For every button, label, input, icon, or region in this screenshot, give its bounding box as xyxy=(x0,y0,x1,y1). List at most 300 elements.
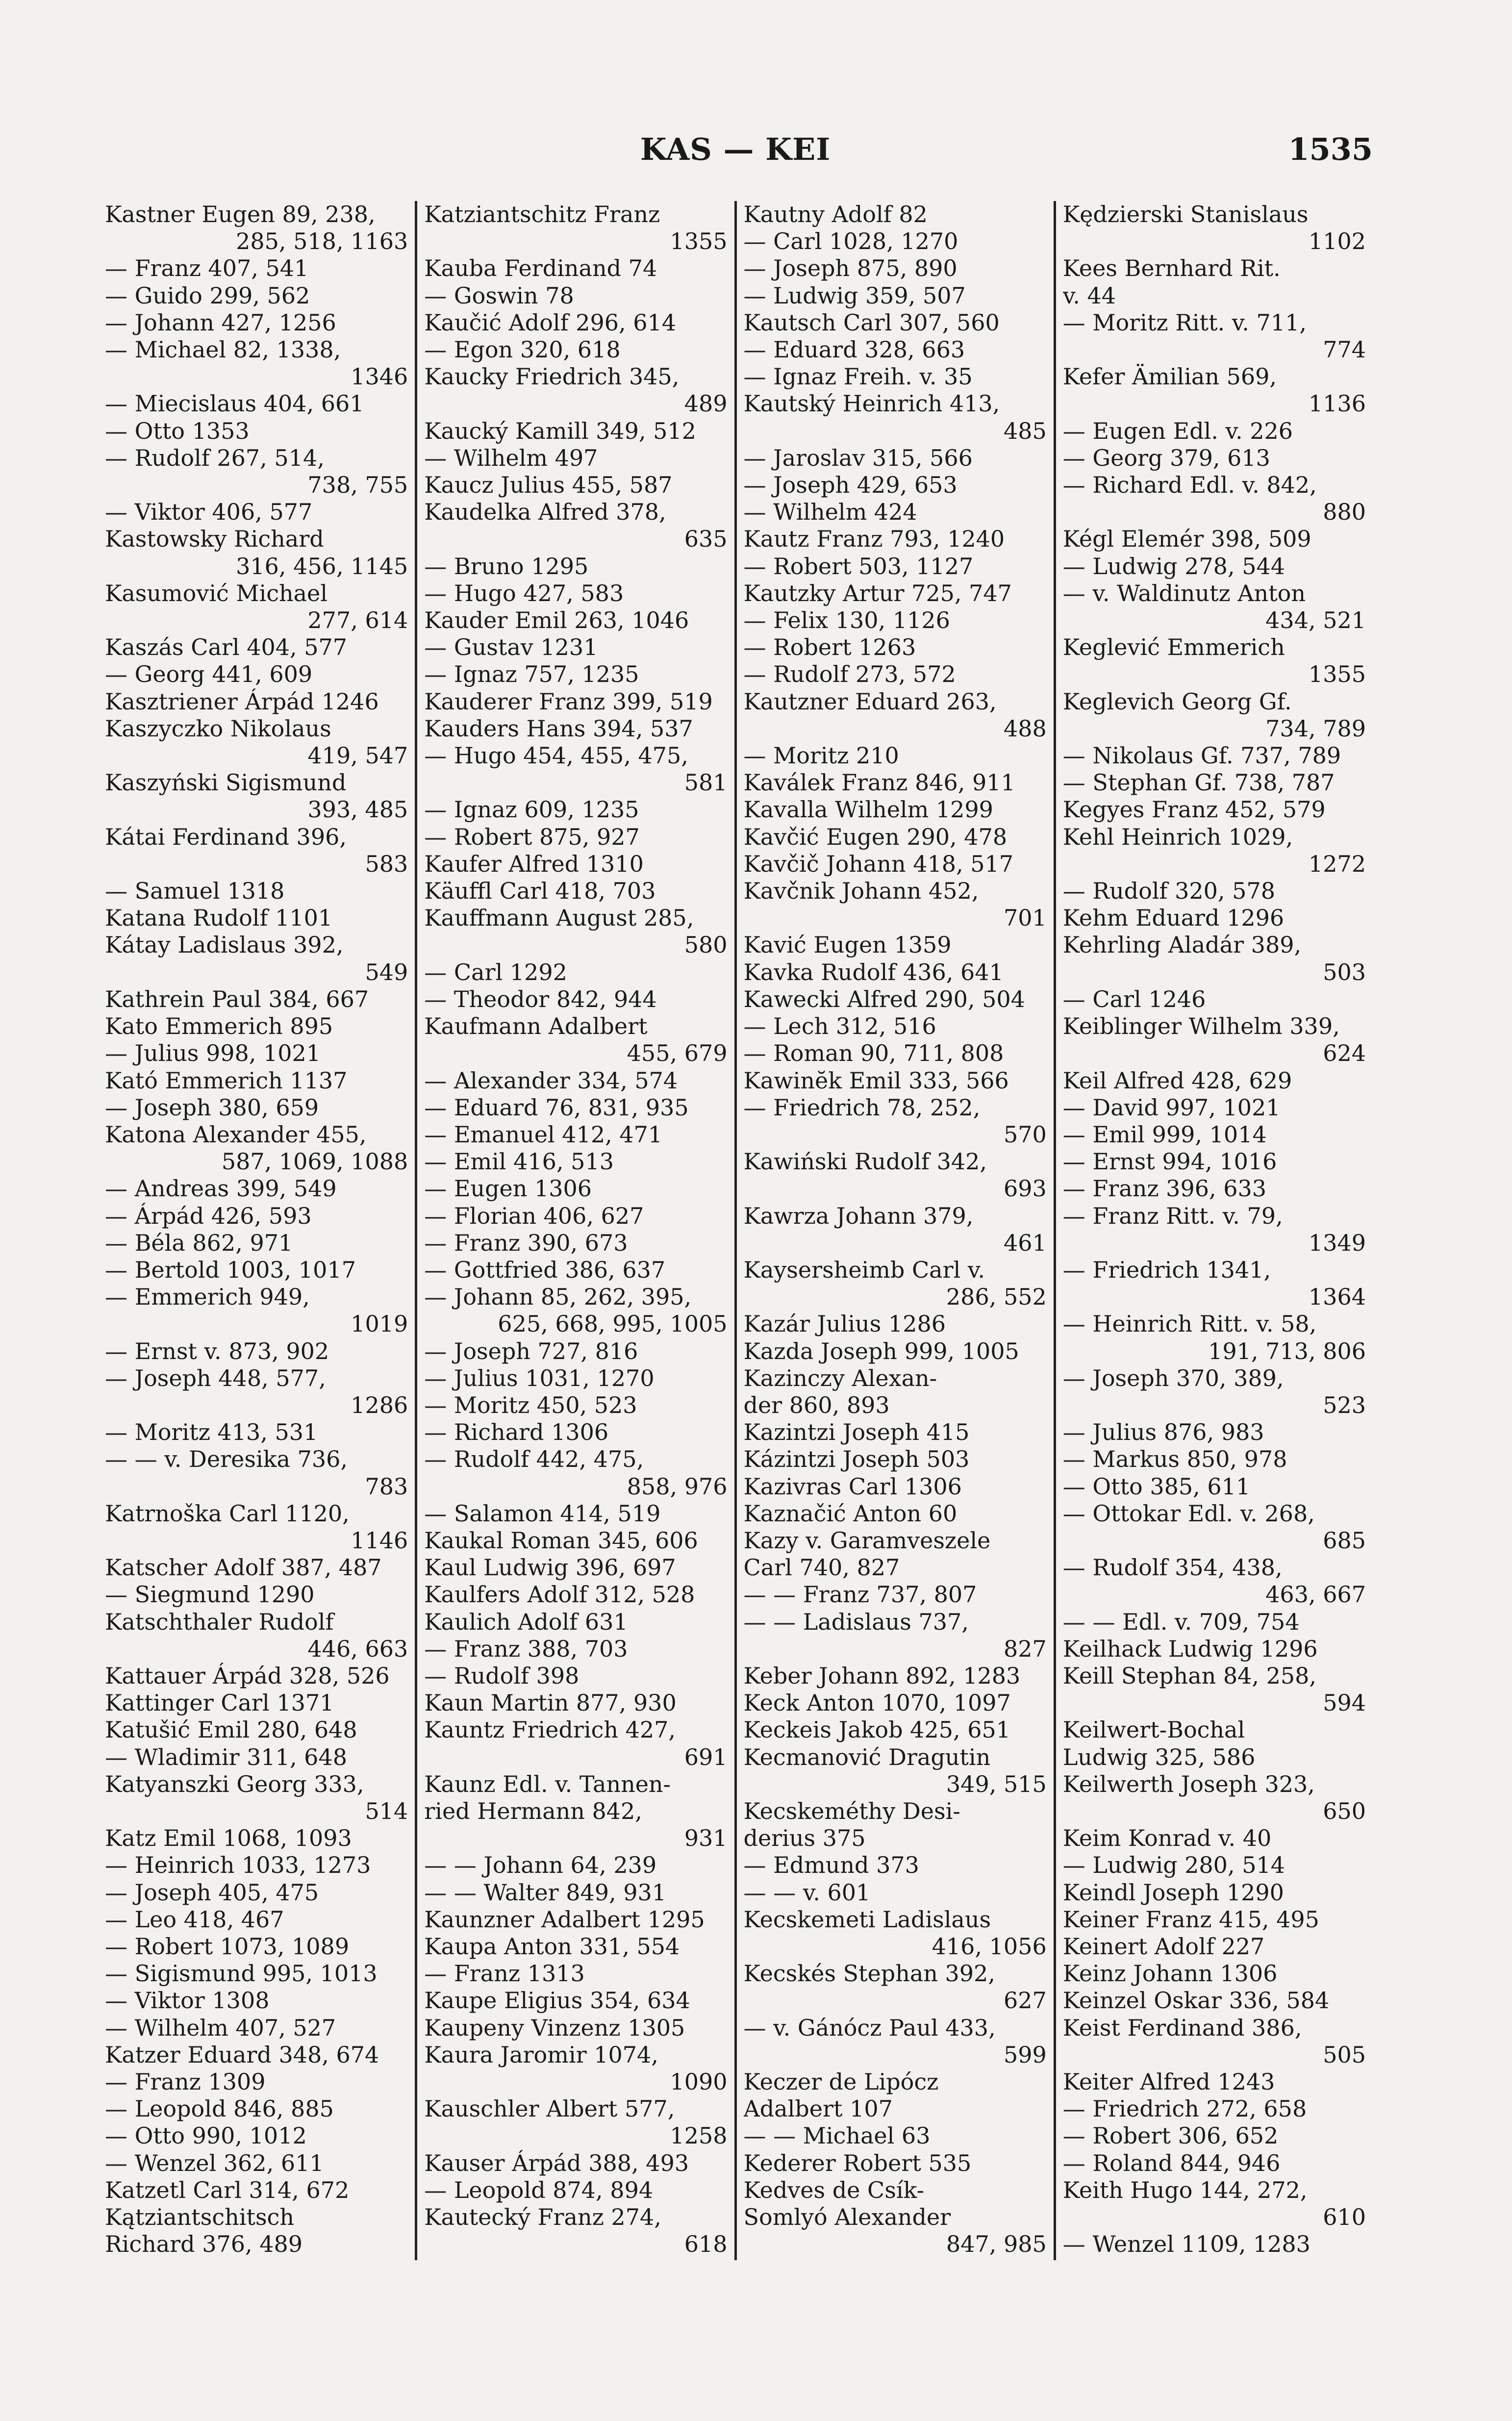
index-entry: Kattinger Carl 1371 xyxy=(105,1690,334,1716)
index-entry-continuation: 931 xyxy=(684,1825,728,1852)
index-entry-continuation: 1258 xyxy=(670,2122,728,2149)
index-entry-continuation: 419, 547 xyxy=(307,742,408,769)
index-entry: Katzetl Carl 314, 672 xyxy=(105,2176,350,2203)
index-entry: Kavalla Wilhelm 1299 xyxy=(743,796,993,823)
index-entry-continuation: 1355 xyxy=(1308,661,1366,688)
index-entry: — Julius 876, 983 xyxy=(1062,1419,1264,1446)
index-entry: Kaucz Julius 455, 587 xyxy=(424,472,673,499)
index-entry: — Guido 299, 562 xyxy=(105,282,310,309)
index-entry: — Franz 1309 xyxy=(105,2068,266,2095)
index-entry: — Ludwig 280, 514 xyxy=(1062,1852,1285,1879)
index-entry: — Egon 320, 618 xyxy=(424,336,621,363)
index-entry-continuation: 624 xyxy=(1323,1040,1366,1067)
index-entry: Kató Emmerich 1137 xyxy=(105,1067,348,1094)
index-entry: — — v. 601 xyxy=(743,1879,871,1906)
index-entry-continuation: 618 xyxy=(684,2231,728,2258)
index-entry: Kautzner Eduard 263, xyxy=(743,688,997,715)
index-entry: Kaufer Alfred 1310 xyxy=(424,850,644,877)
index-entry: — Johann 427, 1256 xyxy=(105,309,336,336)
index-entry: Kátay Ladislaus 392, xyxy=(105,932,344,958)
index-entry: — Bertold 1003, 1017 xyxy=(105,1256,356,1283)
index-entry: — Franz Ritt. v. 79, xyxy=(1062,1202,1283,1229)
index-entry: — Rudolf 267, 514, xyxy=(105,444,325,471)
index-entry-continuation: 316, 456, 1145 xyxy=(236,553,408,580)
index-entry: — Wilhelm 424 xyxy=(743,499,917,526)
index-entry: Kautecký Franz 274, xyxy=(424,2204,661,2231)
index-entry: Kecmanović Dragutin xyxy=(743,1743,991,1770)
index-entry: Kaszás Carl 404, 577 xyxy=(105,634,348,661)
index-entry: Kaufmann Adalbert xyxy=(424,1013,648,1040)
index-entry: — Edmund 373 xyxy=(743,1852,919,1879)
index-entry: Ludwig 325, 586 xyxy=(1062,1743,1256,1770)
index-entry: Keinert Adolf 227 xyxy=(1062,1933,1265,1960)
index-entry: Keiter Alfred 1243 xyxy=(1062,2068,1275,2095)
index-column-1 xyxy=(98,201,415,2260)
index-entry: Kázintzi Joseph 503 xyxy=(743,1446,970,1473)
index-entry: Kazda Joseph 999, 1005 xyxy=(743,1337,1019,1364)
index-entry-continuation: 1136 xyxy=(1308,390,1366,417)
index-entry: Kaulfers Adolf 312, 528 xyxy=(424,1581,695,1608)
index-entry: derius 375 xyxy=(743,1825,866,1852)
index-entry: Keist Ferdinand 386, xyxy=(1062,2014,1302,2041)
index-entry: — Robert 1263 xyxy=(743,634,916,661)
index-entry: — Ludwig 278, 544 xyxy=(1062,553,1285,580)
index-entry: Kazy v. Garamveszele xyxy=(743,1527,991,1554)
index-entry: Katana Rudolf 1101 xyxy=(105,905,333,932)
index-entry: — Joseph 429, 653 xyxy=(743,472,958,499)
index-entry: Kauba Ferdinand 74 xyxy=(424,255,657,282)
index-entry: — — Ladislaus 737, xyxy=(743,1608,969,1635)
index-entry: — — Walter 849, 931 xyxy=(424,1879,667,1906)
index-entry-continuation: 549 xyxy=(365,958,408,985)
index-entry: — Alexander 334, 574 xyxy=(424,1067,678,1094)
index-entry: Kautský Heinrich 413, xyxy=(743,390,1000,417)
index-entry: Kaysersheimb Carl v. xyxy=(743,1256,985,1283)
index-entry: Kaun Martin 877, 930 xyxy=(424,1690,677,1716)
index-entry: Kautny Adolf 82 xyxy=(743,201,928,227)
index-entry-continuation: 514 xyxy=(365,1797,408,1824)
index-entry: — Eduard 76, 831, 935 xyxy=(424,1094,689,1121)
index-entry: v. 44 xyxy=(1062,282,1116,309)
index-entry: — Moritz 450, 523 xyxy=(424,1391,637,1418)
index-entry-continuation: 685 xyxy=(1323,1527,1366,1554)
index-entry: — Michael 82, 1338, xyxy=(105,336,341,363)
index-entry: Kaunz Edl. v. Tannen- xyxy=(424,1770,671,1797)
index-entry: Kasztriener Árpád 1246 xyxy=(105,688,379,715)
index-entry: Keber Johann 892, 1283 xyxy=(743,1662,1021,1689)
index-entry: — Robert 306, 652 xyxy=(1062,2122,1279,2149)
index-entry-continuation: 1019 xyxy=(351,1311,408,1337)
index-entry: Kaucký Kamill 349, 512 xyxy=(424,417,696,444)
index-entry: — Wenzel 1109, 1283 xyxy=(1062,2231,1310,2258)
index-entry: Kautsch Carl 307, 560 xyxy=(743,309,1000,336)
index-entry: — Ignaz 609, 1235 xyxy=(424,796,639,823)
index-entry: — Samuel 1318 xyxy=(105,878,285,905)
index-entry-continuation: 701 xyxy=(1003,905,1047,932)
index-entry: — Robert 503, 1127 xyxy=(743,553,974,580)
index-entry: Katzer Eduard 348, 674 xyxy=(105,2041,379,2068)
index-entry: Keglević Emmerich xyxy=(1062,634,1285,661)
index-entry: Kauschler Albert 577, xyxy=(424,2095,675,2122)
index-entry: Kaura Jaromir 1074, xyxy=(424,2041,658,2068)
index-entry-continuation: 783 xyxy=(365,1473,408,1500)
index-entry: — Joseph 370, 389, xyxy=(1062,1364,1284,1391)
index-entry: — Joseph 727, 816 xyxy=(424,1337,638,1364)
index-entry: — Sigismund 995, 1013 xyxy=(105,1960,378,1987)
index-entry: — Joseph 875, 890 xyxy=(743,255,958,282)
index-entry: — Wilhelm 407, 527 xyxy=(105,2014,336,2041)
index-entry-continuation: 610 xyxy=(1323,2204,1366,2231)
index-entry: Kaznačić Anton 60 xyxy=(743,1500,958,1527)
index-entry: Kauder Emil 263, 1046 xyxy=(424,607,689,634)
index-entry: Kavić Eugen 1359 xyxy=(743,932,952,958)
index-entry-continuation: 1102 xyxy=(1308,228,1366,255)
index-entry: — Ernst 994, 1016 xyxy=(1062,1148,1277,1175)
index-entry: Somlyó Alexander xyxy=(743,2204,951,2231)
index-entry-continuation: 416, 1056 xyxy=(932,1933,1047,1960)
index-entry-continuation: 489 xyxy=(684,390,728,417)
index-entry: — Eduard 328, 663 xyxy=(743,336,965,363)
index-entry-continuation: 880 xyxy=(1323,499,1366,526)
index-entry: Kecskemeti Ladislaus xyxy=(743,1906,991,1933)
index-entry: Kavčnik Johann 452, xyxy=(743,878,979,905)
index-entry: Kazintzi Joseph 415 xyxy=(743,1419,970,1446)
index-entry: Keinzel Oskar 336, 584 xyxy=(1062,1987,1330,2014)
index-entry: Keinz Johann 1306 xyxy=(1062,1960,1278,1987)
index-entry: — Ludwig 359, 507 xyxy=(743,282,966,309)
index-entry: Kaupa Anton 331, 554 xyxy=(424,1933,680,1960)
index-entry: — Rudolf 273, 572 xyxy=(743,661,956,688)
index-entry: — Roland 844, 946 xyxy=(1062,2149,1281,2176)
index-entry: Kauffmann August 285, xyxy=(424,905,694,932)
index-entry: Keith Hugo 144, 272, xyxy=(1062,2176,1308,2203)
index-entry: — Wladimir 311, 648 xyxy=(105,1743,347,1770)
index-entry: — Jaroslav 315, 566 xyxy=(743,444,973,471)
index-entry: — Johann 85, 262, 395, xyxy=(424,1284,692,1311)
index-entry: — Hugo 454, 455, 475, xyxy=(424,742,688,769)
index-entry-continuation: 691 xyxy=(684,1743,728,1770)
index-entry: Kato Emmerich 895 xyxy=(105,1013,333,1040)
index-entry: Kedves de Csík- xyxy=(743,2176,925,2203)
index-entry: — Ottokar Edl. v. 268, xyxy=(1062,1500,1315,1527)
index-entry: Keim Konrad v. 40 xyxy=(1062,1825,1272,1852)
index-entry-continuation: 734, 789 xyxy=(1265,715,1366,742)
index-entry-continuation: 627 xyxy=(1003,1987,1047,2014)
index-entry: — Nikolaus Gf. 737, 789 xyxy=(1062,742,1341,769)
index-entry: — — Michael 63 xyxy=(743,2122,931,2149)
index-entry-continuation: 827 xyxy=(1003,1635,1047,1662)
index-entry: — Otto 1353 xyxy=(105,417,250,444)
index-entry: — Ignaz 757, 1235 xyxy=(424,661,639,688)
index-entry: Kątziantschitsch xyxy=(105,2204,294,2231)
index-entry: — Bruno 1295 xyxy=(424,553,589,580)
index-entry: — Viktor 406, 577 xyxy=(105,499,313,526)
index-entry: — Emil 416, 513 xyxy=(424,1148,614,1175)
index-entry: — Heinrich 1033, 1273 xyxy=(105,1852,371,1879)
index-entry: — Emil 999, 1014 xyxy=(1062,1121,1267,1148)
index-entry: — Moritz 413, 531 xyxy=(105,1419,318,1446)
index-column-4 xyxy=(1054,201,1373,2260)
index-entry-continuation: 650 xyxy=(1323,1797,1366,1824)
index-entry: Kawrza Johann 379, xyxy=(743,1202,974,1229)
index-entry: Kauderer Franz 399, 519 xyxy=(424,688,713,715)
index-entry-continuation: 485 xyxy=(1003,417,1047,444)
index-entry: Kehm Eduard 1296 xyxy=(1062,905,1285,932)
index-entry: Kehl Heinrich 1029, xyxy=(1062,823,1293,850)
index-entry-continuation: 523 xyxy=(1323,1391,1366,1418)
index-entry: — Viktor 1308 xyxy=(105,1987,270,2014)
index-entry: — Rudolf 320, 578 xyxy=(1062,878,1275,905)
index-entry-continuation: 570 xyxy=(1003,1121,1047,1148)
index-entry-continuation: 847, 985 xyxy=(946,2231,1047,2258)
index-entry: — Franz 407, 541 xyxy=(105,255,309,282)
index-entry: — Hugo 427, 583 xyxy=(424,580,624,606)
index-entry: Katscher Adolf 387, 487 xyxy=(105,1554,382,1581)
index-entry-continuation: 503 xyxy=(1323,958,1366,985)
index-entry: — Leopold 846, 885 xyxy=(105,2095,334,2122)
index-entry: Carl 740, 827 xyxy=(743,1554,900,1581)
index-entry: Keglevich Georg Gf. xyxy=(1062,688,1292,715)
index-entry: Keck Anton 1070, 1097 xyxy=(743,1690,1011,1716)
index-entry: Kazinczy Alexan- xyxy=(743,1364,937,1391)
index-entry: — Carl 1246 xyxy=(1062,985,1206,1012)
index-entry: Kavčić Eugen 290, 478 xyxy=(743,823,1008,850)
index-entry: Kasumović Michael xyxy=(105,580,328,606)
index-entry: — Joseph 448, 577, xyxy=(105,1364,326,1391)
index-entry: Kégl Elemér 398, 509 xyxy=(1062,526,1311,553)
index-entry: Keindl Joseph 1290 xyxy=(1062,1879,1284,1906)
index-entry: Keilwert-Bochal xyxy=(1062,1716,1245,1743)
index-entry-continuation: 1272 xyxy=(1308,850,1366,877)
page-number: 1535 xyxy=(1288,131,1373,167)
index-entry: Keill Stephan 84, 258, xyxy=(1062,1662,1317,1689)
index-entry: Käuffl Carl 418, 703 xyxy=(424,878,656,905)
index-entry: — Markus 850, 978 xyxy=(1062,1446,1287,1473)
index-entry: der 860, 893 xyxy=(743,1391,890,1418)
index-entry-continuation: 461 xyxy=(1003,1229,1047,1256)
index-entry: Keilhack Ludwig 1296 xyxy=(1062,1635,1318,1662)
index-entry: Kautzky Artur 725, 747 xyxy=(743,580,1012,606)
index-entry: — Robert 875, 927 xyxy=(424,823,640,850)
index-entry-continuation: 594 xyxy=(1323,1690,1366,1716)
index-entry: — Florian 406, 627 xyxy=(424,1202,644,1229)
index-entry: Kaupeny Vinzenz 1305 xyxy=(424,2014,685,2041)
index-entry: — Miecislaus 404, 661 xyxy=(105,390,364,417)
index-entry: — Joseph 380, 659 xyxy=(105,1094,319,1121)
index-column-2 xyxy=(415,201,734,2260)
index-entry: — Carl 1028, 1270 xyxy=(743,228,958,255)
index-entry: Kavka Rudolf 436, 641 xyxy=(743,958,1004,985)
index-entry: Katrnoška Carl 1120, xyxy=(105,1500,350,1527)
index-entry: — Árpád 426, 593 xyxy=(105,1202,312,1229)
index-entry-continuation: 349, 515 xyxy=(946,1770,1047,1797)
index-entry: Kaulich Adolf 631 xyxy=(424,1608,628,1635)
index-entry: — Franz 388, 703 xyxy=(424,1635,628,1662)
index-entry: Kaudelka Alfred 378, xyxy=(424,499,666,526)
index-entry: Kathrein Paul 384, 667 xyxy=(105,985,369,1012)
index-entry: Kaszyński Sigismund xyxy=(105,769,347,796)
index-entry: — Felix 130, 1126 xyxy=(743,607,950,634)
index-entry: — Rudolf 398 xyxy=(424,1662,580,1689)
page-header xyxy=(98,131,1373,171)
index-entry: Kaučić Adolf 296, 614 xyxy=(424,309,677,336)
index-entry: — Wilhelm 497 xyxy=(424,444,598,471)
index-column-3 xyxy=(734,201,1054,2260)
index-entry: Katz Emil 1068, 1093 xyxy=(105,1825,352,1852)
index-entry: — Julius 998, 1021 xyxy=(105,1040,321,1067)
index-entry-continuation: 858, 976 xyxy=(627,1473,728,1500)
index-entry-continuation: 635 xyxy=(684,526,728,553)
index-entry: Katona Alexander 455, xyxy=(105,1121,367,1148)
index-entry: Kauser Árpád 388, 493 xyxy=(424,2149,689,2176)
index-entry-continuation: 505 xyxy=(1323,2041,1366,2068)
index-entry-continuation: 583 xyxy=(365,850,408,877)
index-entry: — Julius 1031, 1270 xyxy=(424,1364,655,1391)
index-entry: Kaul Ludwig 396, 697 xyxy=(424,1554,676,1581)
index-entry: — Theodor 842, 944 xyxy=(424,985,657,1012)
index-entry-continuation: 488 xyxy=(1003,715,1047,742)
index-entry: Kavčič Johann 418, 517 xyxy=(743,850,1014,877)
index-entry: — Ignaz Freih. v. 35 xyxy=(743,363,973,390)
running-head: KAS — KEI xyxy=(640,131,831,167)
index-entry-continuation: 693 xyxy=(1003,1175,1047,1202)
index-entry-continuation: 1349 xyxy=(1308,1229,1366,1256)
index-entry: Richard 376, 489 xyxy=(105,2231,303,2258)
index-entry: Kehrling Aladár 389, xyxy=(1062,932,1302,958)
index-entry-continuation: 599 xyxy=(1003,2041,1047,2068)
index-entry: — Emmerich 949, xyxy=(105,1284,310,1311)
index-entry: — Lech 312, 516 xyxy=(743,1013,936,1040)
index-entry-continuation: 434, 521 xyxy=(1265,607,1366,634)
index-entry: — Joseph 405, 475 xyxy=(105,1879,319,1906)
index-entry: Kaszyczko Nikolaus xyxy=(105,715,331,742)
index-entry: — Goswin 78 xyxy=(424,282,574,309)
index-entry-continuation: 463, 667 xyxy=(1265,1581,1366,1608)
index-entry: Kaukal Roman 345, 606 xyxy=(424,1527,698,1554)
index-entry: Kaupe Eligius 354, 634 xyxy=(424,1987,690,2014)
index-entry: Kawecki Alfred 290, 504 xyxy=(743,985,1025,1012)
index-entry: Kegyes Franz 452, 579 xyxy=(1062,796,1326,823)
index-entry: — Andreas 399, 549 xyxy=(105,1175,337,1202)
index-entry: — v. Gánócz Paul 433, xyxy=(743,2014,996,2041)
index-entry-continuation: 581 xyxy=(684,769,728,796)
index-entry: Keil Alfred 428, 629 xyxy=(1062,1067,1292,1094)
index-entry: Kaucky Friedrich 345, xyxy=(424,363,680,390)
index-entry: Kautz Franz 793, 1240 xyxy=(743,526,1005,553)
index-entry: — — Edl. v. 709, 754 xyxy=(1062,1608,1300,1635)
index-entry-continuation: 580 xyxy=(684,932,728,958)
index-entry: — Ernst v. 873, 902 xyxy=(105,1337,329,1364)
index-entry: Keiblinger Wilhelm 339, xyxy=(1062,1013,1340,1040)
index-entry: Katušić Emil 280, 648 xyxy=(105,1716,357,1743)
index-entry: Kederer Robert 535 xyxy=(743,2149,972,2176)
index-entry: Katziantschitz Franz xyxy=(424,201,660,227)
index-entry: — Moritz Ritt. v. 711, xyxy=(1062,309,1307,336)
index-entry: — Carl 1292 xyxy=(424,958,567,985)
index-entry-continuation: 1286 xyxy=(351,1391,408,1418)
index-entry: — Friedrich 78, 252, xyxy=(743,1094,981,1121)
index-entry: — Otto 385, 611 xyxy=(1062,1473,1251,1500)
index-entry-continuation: 1346 xyxy=(351,363,408,390)
index-entry: — Georg 441, 609 xyxy=(105,661,313,688)
index-entry: — Otto 990, 1012 xyxy=(105,2122,307,2149)
index-entry: Kátai Ferdinand 396, xyxy=(105,823,347,850)
index-entry: Kastowsky Richard xyxy=(105,526,324,553)
index-entry: Keilwerth Joseph 323, xyxy=(1062,1770,1315,1797)
index-entry: — Franz 390, 673 xyxy=(424,1229,628,1256)
index-entry: — Roman 90, 711, 808 xyxy=(743,1040,1004,1067)
index-entry-continuation: 277, 614 xyxy=(307,607,408,634)
index-entry-continuation: 286, 552 xyxy=(946,1284,1047,1311)
index-entry: Kazivras Carl 1306 xyxy=(743,1473,962,1500)
index-entry: — Wenzel 362, 611 xyxy=(105,2149,324,2176)
index-entry: Keckeis Jakob 425, 651 xyxy=(743,1716,1010,1743)
index-entry: Adalbert 107 xyxy=(743,2095,893,2122)
index-entry: — Gustav 1231 xyxy=(424,634,598,661)
index-entry: — Rudolf 442, 475, xyxy=(424,1446,644,1473)
index-entry: Kecskeméthy Desi- xyxy=(743,1797,960,1824)
index-entry: — Franz 396, 633 xyxy=(1062,1175,1267,1202)
index-entry: Kefer Ämilian 569, xyxy=(1062,363,1277,390)
index-entry: — David 997, 1021 xyxy=(1062,1094,1281,1121)
index-entry: Kaunzner Adalbert 1295 xyxy=(424,1906,705,1933)
index-entry: — Richard Edl. v. 842, xyxy=(1062,472,1317,499)
index-entry: — Heinrich Ritt. v. 58, xyxy=(1062,1311,1317,1337)
index-entry: — Emanuel 412, 471 xyxy=(424,1121,663,1148)
index-entry: Kaválek Franz 846, 911 xyxy=(743,769,1015,796)
index-entry: ried Hermann 842, xyxy=(424,1797,642,1824)
index-entry-continuation: 774 xyxy=(1323,336,1366,363)
index-entry-continuation: 191, 713, 806 xyxy=(1208,1337,1366,1364)
index-entry: Kazár Julius 1286 xyxy=(743,1311,946,1337)
index-entry: — Franz 1313 xyxy=(424,1960,585,1987)
index-entry-continuation: 446, 663 xyxy=(307,1635,408,1662)
index-entry: Kecskés Stephan 392, xyxy=(743,1960,995,1987)
index-entry-continuation: 455, 679 xyxy=(627,1040,728,1067)
index-entry-continuation: 393, 485 xyxy=(307,796,408,823)
index-entry: Kauntz Friedrich 427, xyxy=(424,1716,676,1743)
index-entry-continuation: 625, 668, 995, 1005 xyxy=(498,1311,728,1337)
index-entry: — Robert 1073, 1089 xyxy=(105,1933,350,1960)
index-entry: — Béla 862, 971 xyxy=(105,1229,293,1256)
index-entry: — Eugen Edl. v. 226 xyxy=(1062,417,1293,444)
index-entry-continuation: 1364 xyxy=(1308,1284,1366,1311)
index-entry: Kawiński Rudolf 342, xyxy=(743,1148,987,1175)
index-entry: Kawinĕk Emil 333, 566 xyxy=(743,1067,1009,1094)
index-entry: — Eugen 1306 xyxy=(424,1175,592,1202)
index-entry: — Salamon 414, 519 xyxy=(424,1500,661,1527)
index-entry-continuation: 587, 1069, 1088 xyxy=(221,1148,408,1175)
index-entry: Kędzierski Stanislaus xyxy=(1062,201,1309,227)
index-entry: — Rudolf 354, 438, xyxy=(1062,1554,1283,1581)
index-entry-continuation: 738, 755 xyxy=(307,472,408,499)
index-entry: — — v. Deresika 736, xyxy=(105,1446,348,1473)
index-entry: Kattauer Árpád 328, 526 xyxy=(105,1662,390,1689)
index-entry-continuation: 1355 xyxy=(670,228,728,255)
index-entry: Kastner Eugen 89, 238, xyxy=(105,201,376,227)
index-entry: Kauders Hans 394, 537 xyxy=(424,715,693,742)
index-entry: — — Franz 737, 807 xyxy=(743,1581,977,1608)
index-entry: — Leopold 874, 894 xyxy=(424,2176,654,2203)
index-entry: — Gottfried 386, 637 xyxy=(424,1256,666,1283)
index-entry-continuation: 1146 xyxy=(351,1527,408,1554)
index-entry: Keiner Franz 415, 495 xyxy=(1062,1906,1319,1933)
index-entry: — Friedrich 272, 658 xyxy=(1062,2095,1307,2122)
index-entry: — Siegmund 1290 xyxy=(105,1581,315,1608)
index-entry: — Richard 1306 xyxy=(424,1419,609,1446)
index-entry: — Stephan Gf. 738, 787 xyxy=(1062,769,1335,796)
index-entry: Kees Bernhard Rit. xyxy=(1062,255,1281,282)
